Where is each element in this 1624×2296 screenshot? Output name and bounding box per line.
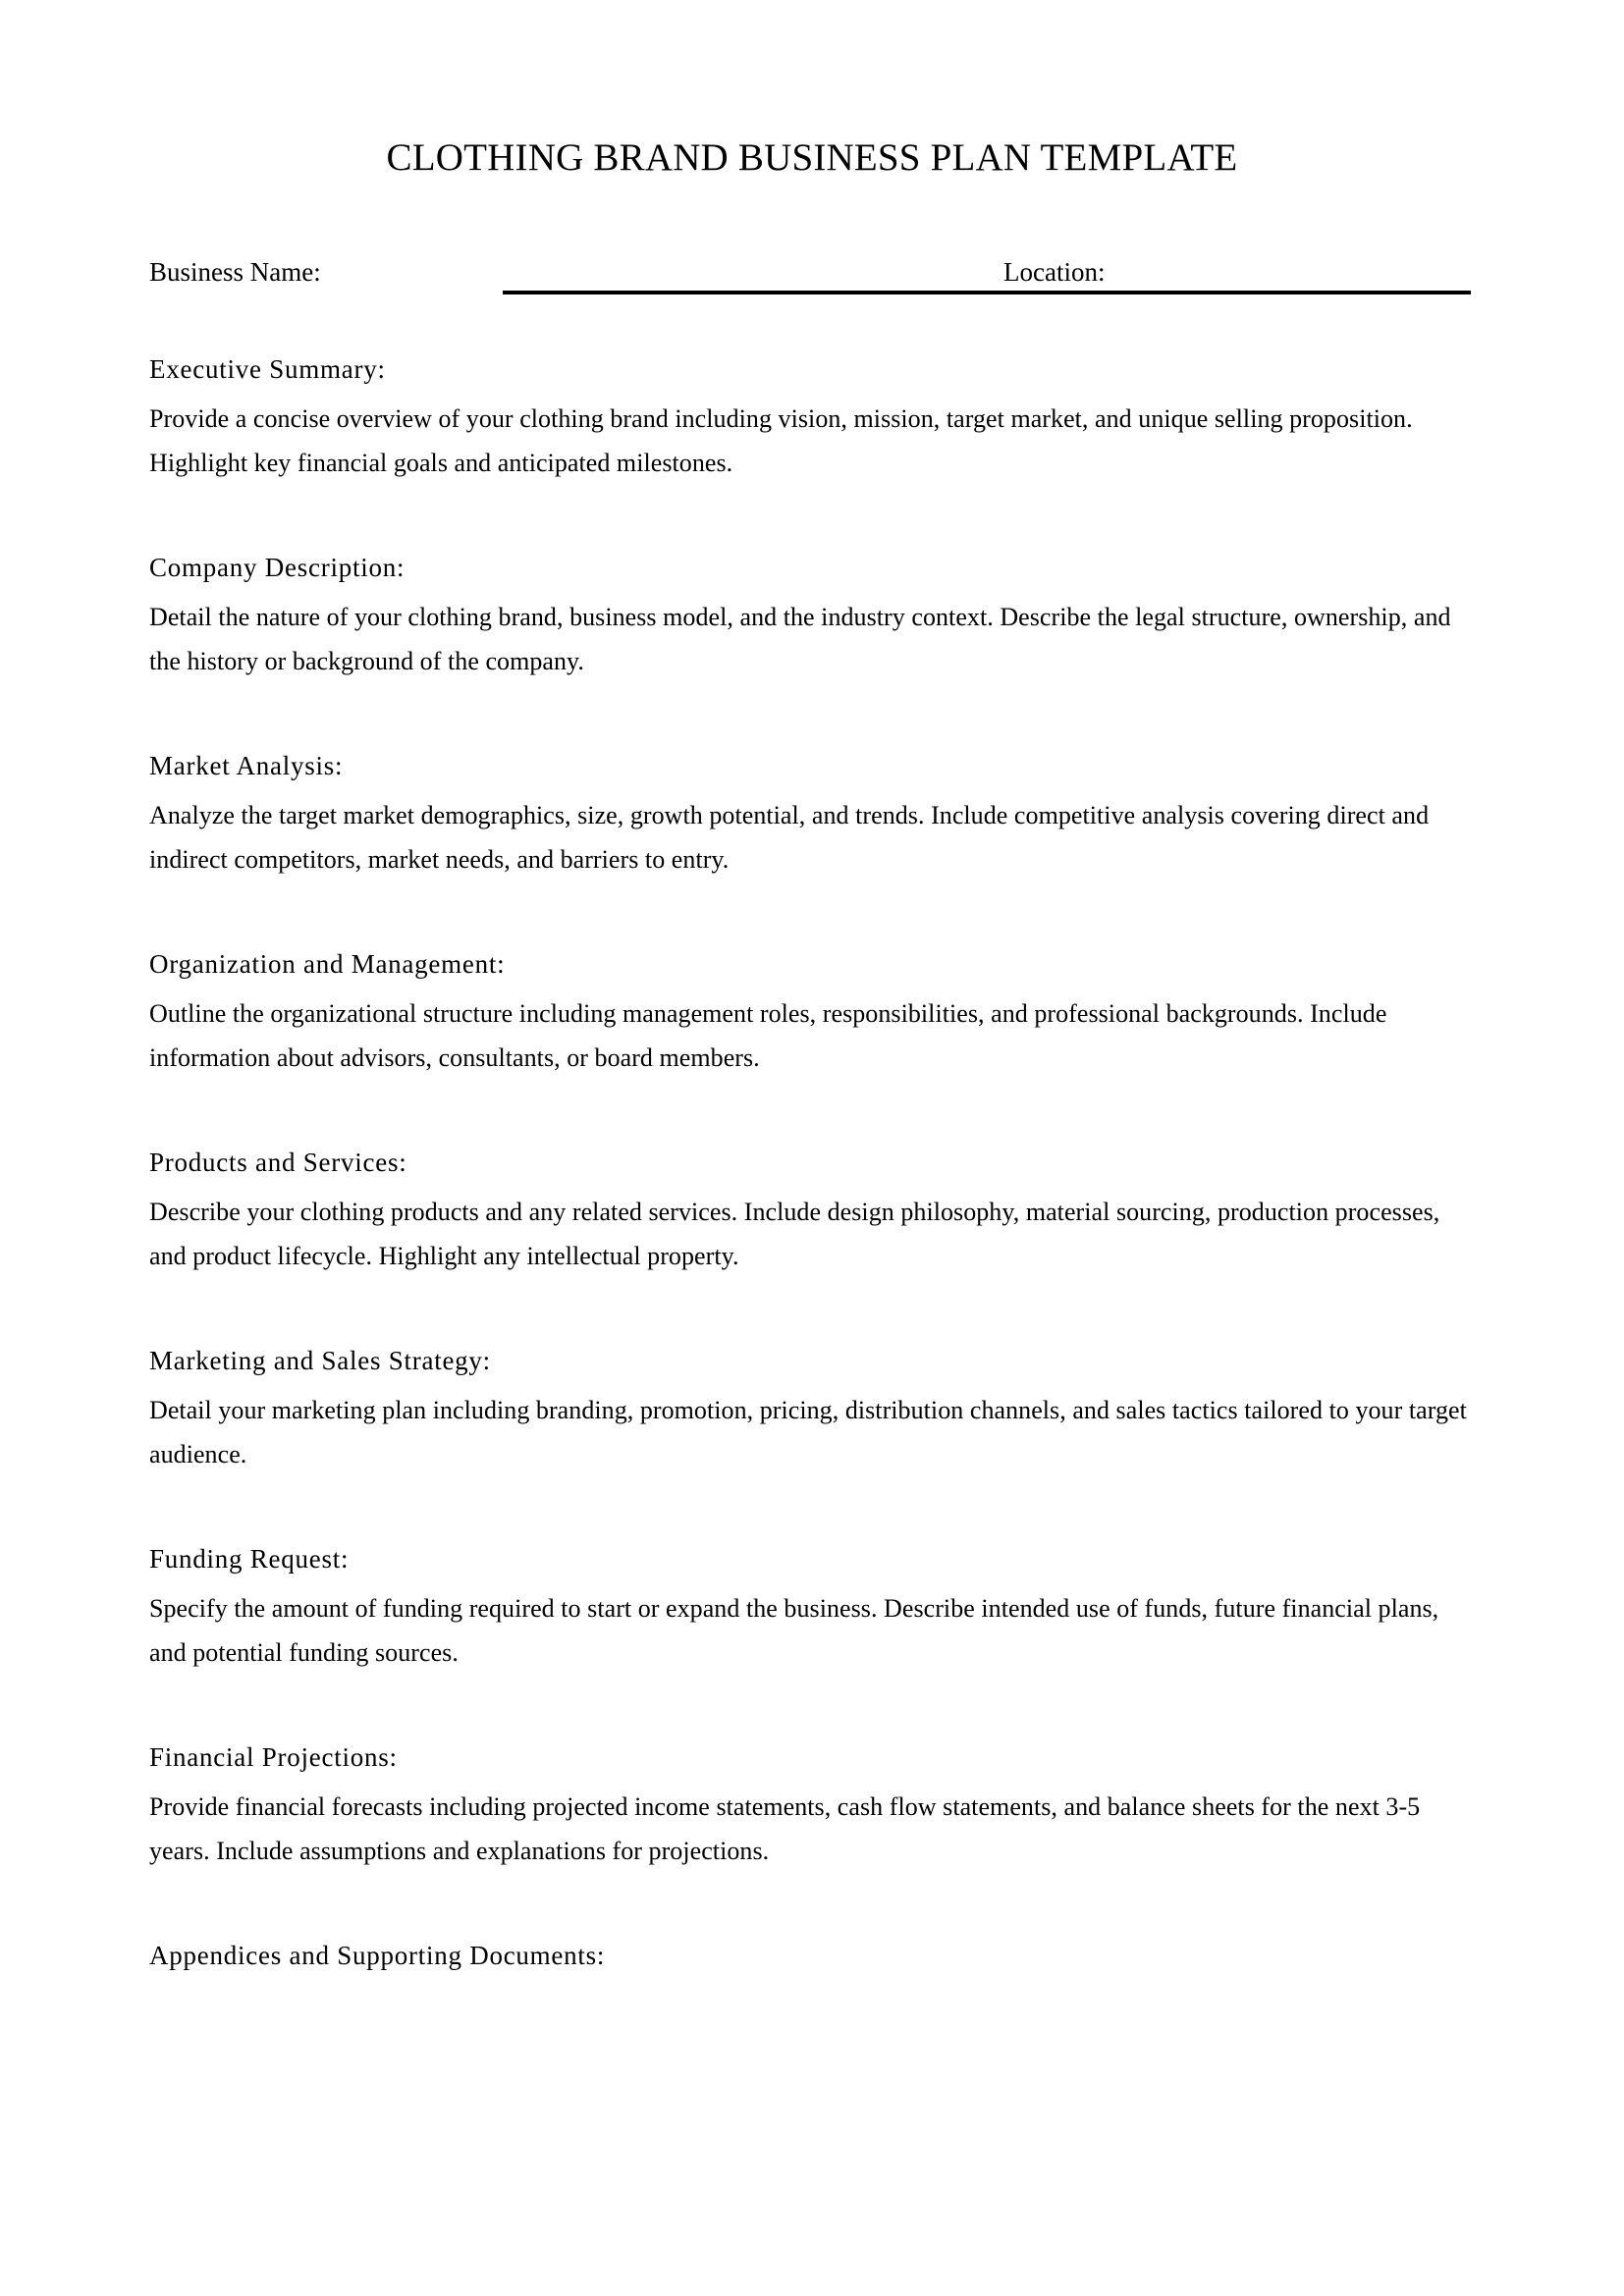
section-heading: Financial Projections: <box>149 1742 398 1772</box>
location-label: Location: <box>1003 257 1106 287</box>
identity-fill-in-rule[interactable] <box>503 291 1471 294</box>
section-body-text: Detail your marketing plan including branding, promotion, pricing, distribution channels, and sales tactics tailored to your target audience. <box>149 1396 1467 1468</box>
section-block <box>149 349 1477 485</box>
section-block <box>149 1539 1477 1675</box>
section-block <box>149 1143 1477 1278</box>
section-heading: Marketing and Sales Strategy: <box>149 1346 491 1375</box>
section-heading: Products and Services: <box>149 1148 407 1177</box>
section-block <box>149 1936 1477 1975</box>
section-body-text: Detail the nature of your clothing brand, business model, and the industry context. Describe the legal structure, ownership, and the history or background of the company. <box>149 603 1451 675</box>
section-heading: Company Description: <box>149 553 406 582</box>
section-body-text: Outline the organizational structure including management roles, responsibilities, and professional backgrounds. Include information about advisors, consultants, or board members. <box>149 999 1387 1072</box>
section-block <box>149 1737 1477 1873</box>
business-name-label: Business Name: <box>149 257 321 287</box>
section-body-text: Provide financial forecasts including projected income statements, cash flow statements, and balance sheets for the next 3-5 years. Include assumptions and explanations for projections. <box>149 1792 1421 1865</box>
identity-row <box>0 255 1624 302</box>
section-heading: Appendices and Supporting Documents: <box>149 1941 606 1970</box>
section-heading: Market Analysis: <box>149 751 344 780</box>
page-title: CLOTHING BRAND BUSINESS PLAN TEMPLATE <box>386 136 1238 180</box>
section-block <box>149 746 1477 881</box>
sections-container <box>149 349 1477 1983</box>
section-body-text: Provide a concise overview of your clothing brand including vision, mission, target market, and unique selling proposition. Highlight key financial goals and anticipated milestones. <box>149 404 1413 477</box>
section-heading: Organization and Management: <box>149 949 506 979</box>
section-body-text: Specify the amount of funding required to start or expand the business. Describe intended use of funds, future financial plans, and potential funding sources. <box>149 1594 1439 1667</box>
section-body-text: Analyze the target market demographics, size, growth potential, and trends. Include competitive analysis covering direct and indirect competitors, market needs, and barriers to entry. <box>149 801 1430 874</box>
section-heading: Executive Summary: <box>149 354 386 384</box>
section-body-text: Describe your clothing products and any related services. Include design philosophy, material sourcing, production processes, and product lifecycle. Highlight any intellectual property. <box>149 1198 1440 1270</box>
section-block <box>149 1341 1477 1476</box>
section-heading: Funding Request: <box>149 1544 350 1574</box>
section-block <box>149 944 1477 1080</box>
section-block <box>149 548 1477 683</box>
